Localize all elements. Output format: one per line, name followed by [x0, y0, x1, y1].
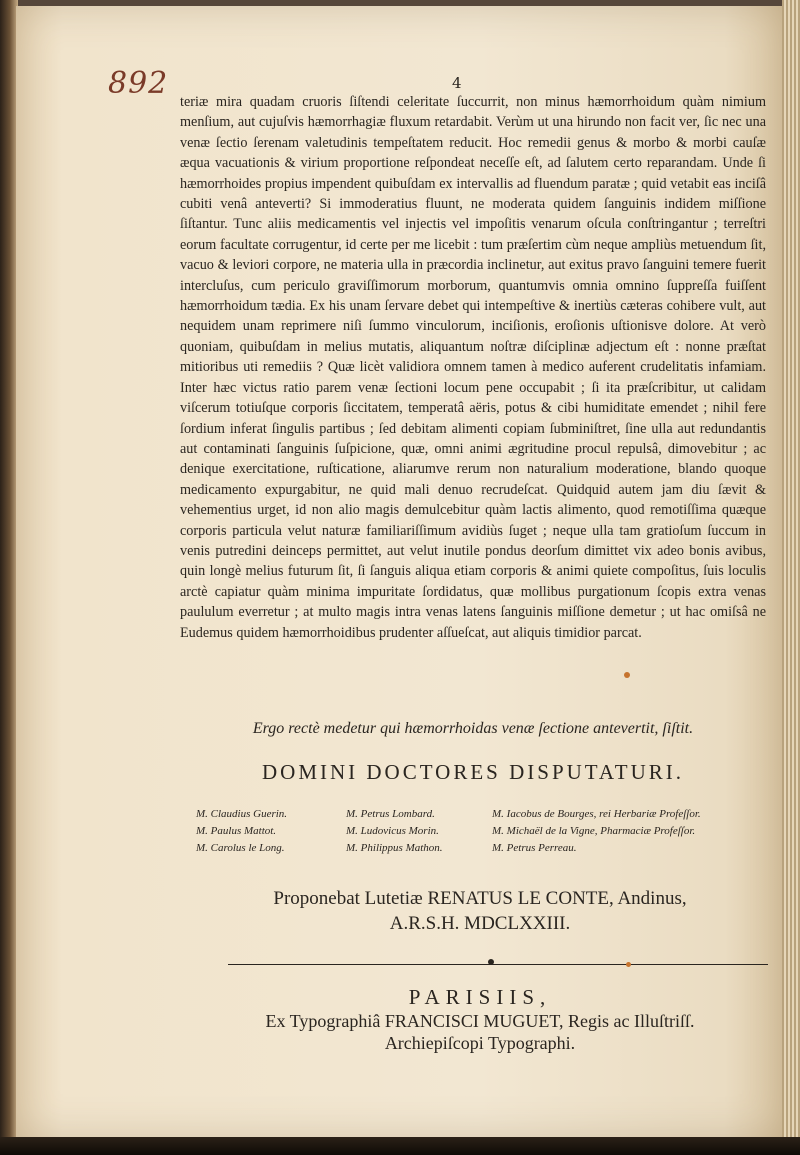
ink-stain: [624, 672, 630, 678]
doctor-name: M. Iacobus de Bourges, rei Herbariæ Profeſſor.: [492, 808, 701, 820]
doctors-column-2: [346, 806, 443, 857]
imprint-printer: Ex Typographiâ FRANCISCI MUGUET, Regis ac Illuſtriſſ.: [265, 1011, 695, 1031]
body-paragraph: teriæ mira quadam cruoris ſiſtendi celeritate ſuccurrit, non minus hæmorrhoidum quàm nimium menſium, aut cujuſvis hæmorrhagiæ fluxum retardabit. Verùm ut una hirundo non facit ver, ſic nec una venæ ſectio ſerenam valetudinis tempeſtatem reducit. Hoc remedii genus & morbo & morbi cauſæ æqua vacuationis & virium proportione reſpondeat neceſſe eſt, ad ſalutem certo reparandam. Unde ſi hæmorrhoides propius impendent quibuſdam ex intervallis ad fluendum paratæ ; quid vetabit eas inciſâ cubiti venâ anteverti? Si immoderatius fluunt, ne moderata quidem ſanguinis indidem miſſione ſiſtantur. Tunc aliis medicamentis vel injectis vel impoſitis venarum oſcula conſtringantur ; terreſtri eorum facultate corrugentur, id certe per me licebit : tum præſertim cùm neque ampliùs metuendum ſit, vacuo & leviori corpore, ne materia ulla in præcordia inclinetur, aut exitus pravo ſanguini temere fuerit intercluſus, cum periculo graviſſimorum morborum, quantumvis omnia omnino ſuppreſſa fuiſſent hæmorrhoidum tædia. Ex his unam ſervare debet qui intempeſtive & inertiùs cæteras cohibere vult, aut nequidem unam reprimere niſi ſummo vinculorum, inciſionis, eroſionis uſtionisve dolore. At verò quoniam, quibuſdam in melius mutatis, aliquantum noſtræ diſciplinæ adjectum eſt : nonne præſtat mitioribus uti remediis ? Quæ licèt validiora omnem tamen à medico auferent crudelitatis infamiam. Inter hæc victus ratio parem venæ ſectioni locum pene occupabit ; ſi ita præſcribitur, ut calidam viſcerum totiuſque corporis ſiccitatem, temperatâ aëris, potus & cibi humiditate emendet ; nihil fere ſordium inferat ſingulis partibus ; ſed debitam alimenti copiam ſubminiſtret, ſine ulla aut redundantis aut contaminati ſanguinis ſuſpicione, quæ, omni animi ægritudine procul repulsâ, dimovebitur ; ac denique exercitatione, ruſticatione, aliarumve rerum non naturalium moderatione, blando quoque medicamento expurgabitur, ne quid mali denuo recrudeſcat. Quidquid autem jam diu ſævit & vehementius urget, id non alio magis demulcebitur quàm lactis alimento, quod remotiſſima quæque corporis particula velut naturæ familiariſſimum avidiùs ſuget ; neque ulla tam gratioſum ſuccum in venis putredini deinceps permittet, aut velut inutile pondus deorſum dimittet vix adeo bonis avibus, quin longè melius futurum ſit, ſi ſanguis aliqua etiam corporis & animi quiete compoſitus, ſuis loculis arctè capiatur quàm minima impuritate ſordidatus, quæ mollibus purgationum ſcopis extra venas paululum everretur ; at multo magis intra venas latens ſanguinis miſſione demetur ; ut hac omiſsâ ne Eudemus quidem hæmorrhoidibus prudenter aſſueſcat, aut aliquis timidior parcat.: [180, 94, 766, 641]
conclusion-statement: Ergo rectè medetur qui hæmorrhoidas venæ ſectione antevertit, ſiſtit.: [252, 720, 694, 737]
imprint-city: PARISIIS,: [408, 985, 552, 1009]
main-text-block: [180, 92, 766, 643]
proponent-block: [180, 886, 780, 936]
printer-imprint: [180, 984, 780, 1054]
divider-ornament: [488, 959, 494, 965]
doctor-name: M. Philippus Mathon.: [346, 842, 443, 854]
doctor-name: M. Petrus Perreau.: [492, 842, 577, 854]
doctors-column-1: [196, 806, 287, 857]
doctor-name: M. Ludovicus Morin.: [346, 825, 439, 837]
ink-stain: [626, 962, 631, 967]
disputants-heading: DOMINI DOCTORES DISPUTATURI.: [261, 760, 685, 784]
doctor-name: M. Claudius Guerin.: [196, 808, 288, 820]
doctor-name: M. Michaël de la Vigne, Pharmaciæ Profeſſor.: [492, 825, 696, 837]
page-stack-edge: [782, 0, 800, 1155]
doctor-name: M. Petrus Lombard.: [346, 808, 435, 820]
proponent-line: Proponebat Lutetiæ RENATUS LE CONTE, Andinus,: [273, 888, 687, 909]
divider-rule: [228, 964, 768, 965]
year-line: A.R.S.H. MDCLXXIII.: [389, 913, 571, 934]
handwritten-folio-number: 892: [108, 66, 169, 101]
doctors-column-3: [492, 806, 701, 857]
page-number: 4: [452, 74, 462, 92]
imprint-title: Archiepiſcopi Typographi.: [384, 1033, 576, 1053]
doctor-name: M. Paulus Mattot.: [196, 825, 277, 837]
doctor-name: M. Carolus le Long.: [196, 842, 285, 854]
book-bottom-edge: [0, 1137, 800, 1155]
